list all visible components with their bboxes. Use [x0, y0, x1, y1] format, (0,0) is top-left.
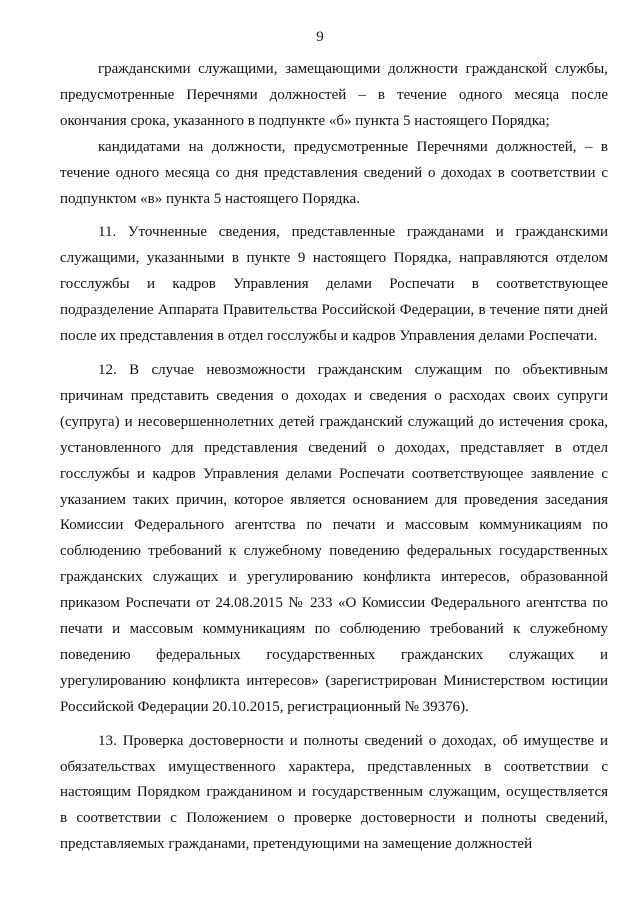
text-line: Комиссии Федерального агентства по печати и массовым коммуникациям по — [60, 517, 608, 534]
paragraph-gap — [60, 212, 608, 220]
paragraph-gap — [60, 721, 608, 729]
text-line: подпунктом «в» пункта 5 настоящего Порядка. — [60, 190, 360, 207]
text-line: подразделение Аппарата Правительства Российской Федерации, в течение пяти дней — [60, 302, 608, 319]
paragraph-p3 — [60, 220, 608, 350]
text-line: урегулированию конфликта интересов» (зарегистрирован Министерством юстиции — [60, 672, 608, 689]
text-line: течение одного месяца со дня представления сведений о доходах в соответствии с — [60, 164, 608, 181]
text-line: указанием таких причин, которое является основанием для проведения заседания — [60, 491, 608, 508]
text-line: предусмотренные Перечнями должностей – в течение одного месяца после — [60, 86, 608, 103]
paragraph-p5 — [60, 729, 608, 859]
paragraph-p4 — [60, 358, 608, 721]
text-line: поведению федеральных государственных гражданских служащих и — [60, 646, 608, 663]
text-line: приказом Роспечати от 24.08.2015 № 233 «О Комиссии Федерального агентства по — [60, 595, 608, 612]
text-line: печати и массовым коммуникациям по соблюдению требований к служебному — [60, 621, 608, 638]
text-line: окончания срока, указанного в подпункте «б» пункта 5 настоящего Порядка; — [60, 112, 550, 129]
text-line: 13. Проверка достоверности и полноты сведений о доходах, об имуществе и — [98, 732, 608, 749]
text-line: установленного для представления сведений о доходах, представляет в отдел — [60, 439, 608, 456]
text-line: 11. Уточненные сведения, представленные гражданами и гражданскими — [98, 224, 608, 241]
text-line: Российской Федерации 20.10.2015, регистрационный № 39376). — [60, 698, 469, 715]
text-line: госслужбы и кадров Управления делами Роспечати соответствующее заявление с — [60, 465, 608, 482]
text-line: гражданскими служащими, замещающими должности гражданской службы, — [98, 61, 608, 77]
text-line: настоящим Порядком гражданином и государственным служащим, осуществляется — [60, 784, 608, 801]
text-line: 12. В случае невозможности гражданским служащим по объективным — [98, 361, 608, 378]
text-line: госслужбы и кадров Управления делами Роспечати в соответствующее — [60, 276, 608, 293]
text-line: кандидатами на должности, предусмотренные Перечнями должностей, – в — [98, 138, 608, 155]
text-line: гражданских служащих и урегулированию конфликта интересов, образованной — [60, 569, 608, 586]
paragraph-p1 — [60, 57, 608, 135]
text-line: представляемых гражданами, претендующими на замещение должностей — [60, 836, 533, 853]
text-line: служащими, указанными в пункте 9 настоящего Порядка, направляются отделом — [60, 250, 608, 267]
text-line: после их представления в отдел госслужбы и кадров Управления делами Роспечати. — [60, 328, 598, 345]
text-line: обязательствах имущественного характера, представленных в соответствии с — [60, 758, 608, 775]
text-line: в соответствии с Положением о проверке достоверности и полноты сведений, — [60, 810, 608, 827]
document-body — [60, 57, 608, 858]
text-line: соблюдению требований к служебному поведению федеральных государственных — [60, 543, 608, 560]
paragraph-gap — [60, 350, 608, 358]
text-line: (супруга) и несовершеннолетних детей гражданский служащий до истечения срока, — [60, 413, 608, 430]
page-number: 9 — [316, 29, 324, 45]
text-line: причинам представить сведения о доходах и сведения о расходах своих супруги — [60, 387, 608, 404]
paragraph-p2 — [60, 135, 608, 213]
